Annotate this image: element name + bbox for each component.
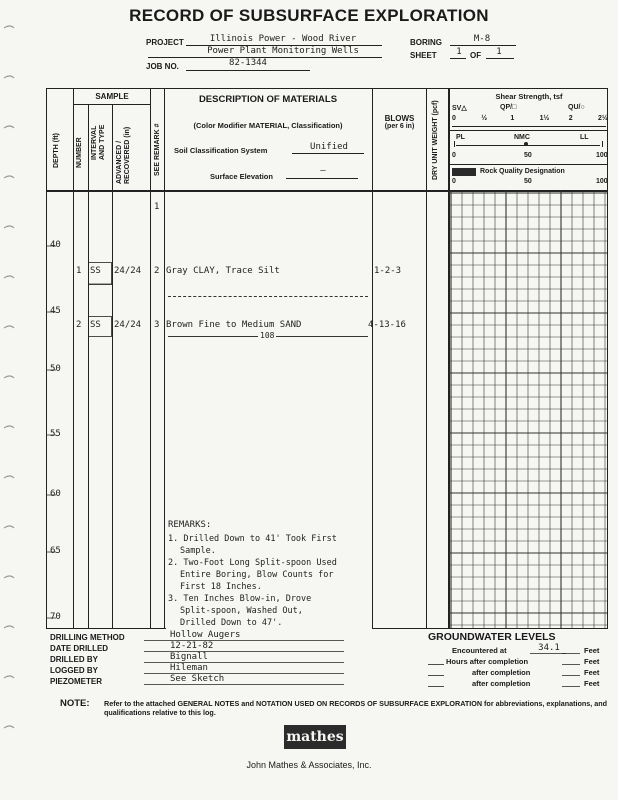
- depth-tick-label: 70: [50, 612, 61, 622]
- boring-underline: [450, 45, 516, 46]
- col-line-number: [88, 104, 89, 629]
- encountered-label: Encountered at: [452, 646, 507, 655]
- shear-ticks: [452, 115, 606, 125]
- remarks-title: REMARKS:: [168, 520, 212, 530]
- ll-label: LL: [580, 134, 589, 141]
- remark-line: 3. Ten Inches Blow-in, Drove: [168, 594, 312, 604]
- sample-number: 1: [76, 266, 82, 276]
- col-line-advanced: [150, 88, 151, 629]
- sample-header: SAMPLE: [95, 92, 129, 101]
- rqd-label: Rock Quality Designation: [480, 168, 565, 175]
- remark-line: 1. Drilled Down to 41' Took First: [168, 534, 337, 544]
- moisture-tick-label: 50: [524, 152, 532, 159]
- sample-2-interval-box: [88, 316, 150, 340]
- shear-title: Shear Strength, tsf: [495, 92, 563, 101]
- feet-label: Feet: [584, 646, 600, 655]
- soil-system-value: Unified: [310, 142, 348, 152]
- shear-tick-label: 0: [452, 115, 456, 122]
- sample-interval: SS: [90, 320, 101, 330]
- sample-divider: [73, 104, 150, 105]
- moisture-tick-label: 100: [596, 152, 608, 159]
- piezometer-label: PIEZOMETER: [50, 677, 103, 686]
- sample-advanced: 24/24: [114, 320, 142, 330]
- soil-system-label: Soil Classification System: [174, 146, 268, 155]
- project-label: PROJECT: [146, 38, 184, 47]
- remark-line: First 18 Inches.: [180, 582, 262, 592]
- groundwater-title: GROUNDWATER LEVELS: [428, 631, 556, 643]
- number-header: NUMBER: [76, 137, 83, 168]
- moisture-tick-label: 0: [452, 152, 456, 159]
- remark-line: Entire Boring, Blow Counts for: [180, 570, 334, 580]
- binding-marks: [0, 0, 30, 800]
- depth-tick-label: 60: [50, 489, 61, 499]
- job-underline: [186, 70, 310, 71]
- qp-label: QP/□: [500, 104, 517, 111]
- description-header: DESCRIPTION OF MATERIALS: [198, 94, 338, 105]
- rqd-legend-swatch: [452, 168, 476, 176]
- company-logo: mathes: [284, 725, 346, 749]
- sheet-label: SHEET: [410, 51, 437, 60]
- rqd-tick-label: 100: [596, 178, 608, 185]
- sample-remark: 2: [154, 266, 160, 276]
- sample-description: Brown Fine to Medium SAND: [166, 320, 302, 330]
- moisture-symbols: [452, 142, 604, 148]
- drilling-method-label: DRILLING METHOD: [50, 633, 125, 642]
- rqd-tick-label: 50: [524, 178, 532, 185]
- moisture-divider: [449, 164, 608, 165]
- depth-tick-marks: [46, 190, 74, 628]
- boring-number: M-8: [473, 34, 491, 44]
- after-completion-label: after completion: [472, 679, 531, 688]
- after-completion-label: after completion: [472, 668, 531, 677]
- date-drilled: 12-21-82: [170, 641, 214, 651]
- surface-elev-underline: [286, 178, 358, 179]
- boring-label: BORING: [410, 38, 442, 47]
- shear-tick-label: 1½: [539, 115, 550, 122]
- note-text: Refer to the attached GENERAL NOTES and NOTATION USED ON RECORDS OF SUBSURFACE EXPLORATION for abbreviations, explanations, and qualifications relative to this log.: [104, 699, 608, 717]
- sample-1-interval-box: [88, 262, 150, 306]
- piezometer: See Sketch: [170, 674, 225, 684]
- project-line2: Power Plant Monitoring Wells: [207, 46, 359, 56]
- note-label: NOTE:: [60, 698, 90, 709]
- sample-blows: 4-13-16: [368, 320, 406, 330]
- sheet-underline: [450, 58, 466, 59]
- sample-interval: SS: [90, 266, 101, 276]
- footer-underlines: [144, 640, 344, 692]
- col-line-interval: [112, 104, 113, 629]
- depth-tick-label: 65: [50, 546, 61, 556]
- blows-subheader: (per 6 in): [384, 123, 415, 130]
- depth-tick-label: 50: [50, 364, 61, 374]
- feet-label: Feet: [584, 657, 600, 666]
- remark-line: Drilled Down to 47'.: [180, 618, 283, 628]
- drilling-method: Hollow Augers: [170, 630, 241, 640]
- stratum-boundary: [168, 296, 368, 297]
- drilled-by: Bignall: [170, 652, 208, 662]
- encountered-value: 34.1: [538, 643, 560, 653]
- remark-1-marker: 1: [154, 202, 160, 212]
- depth-tick-label: 40: [50, 240, 61, 250]
- plot-grid: [449, 191, 607, 628]
- of-label: OF: [470, 51, 482, 60]
- nmc-label: NMC: [514, 134, 530, 141]
- sample-advanced: 24/24: [114, 266, 142, 276]
- see-remark-header: SEE REMARK #: [154, 123, 161, 176]
- col-line-blows: [426, 88, 427, 629]
- logged-by: Hileman: [170, 663, 208, 673]
- surface-elev-label: Surface Elevation: [210, 172, 273, 181]
- pl-label: PL: [456, 134, 465, 141]
- soil-system-underline: [292, 153, 364, 154]
- logged-by-label: LOGGED BY: [50, 666, 99, 675]
- rqd-tick-label: 0: [452, 178, 456, 185]
- remarks-list: [168, 533, 374, 629]
- shear-tick-label: 2: [568, 115, 573, 122]
- sheet-number: 1: [456, 47, 462, 57]
- depth-tick-label: 45: [50, 306, 61, 316]
- shear-divider: [449, 130, 608, 131]
- job-label: JOB NO.: [146, 62, 179, 71]
- hours-after-label: Hours after completion: [446, 657, 529, 666]
- feet-label: Feet: [584, 668, 600, 677]
- sample-blows: 1-2-3: [374, 266, 402, 276]
- advanced-header: ADVANCED / RECOVERED (in): [116, 126, 131, 184]
- blows-header: BLOWS: [384, 114, 415, 123]
- interval-header: INTERVAL AND TYPE: [91, 124, 106, 160]
- sv-label: SV△: [452, 105, 467, 112]
- date-drilled-label: DATE DRILLED: [50, 644, 109, 653]
- remark-line: Split-spoon, Washed Out,: [180, 606, 303, 616]
- sample-description: Gray CLAY, Trace Silt: [166, 266, 280, 276]
- page-title: RECORD OF SUBSURFACE EXPLORATION: [129, 6, 489, 25]
- sample-number: 2: [76, 320, 82, 330]
- drilled-by-label: DRILLED BY: [50, 655, 98, 664]
- depth-tick-label: 55: [50, 429, 61, 439]
- shear-tick-label: 2½: [598, 115, 608, 122]
- end-depth: 108: [260, 331, 275, 340]
- surface-elev-value: —: [320, 166, 326, 176]
- sheet-total-underline: [486, 58, 514, 59]
- dry-unit-header: DRY UNIT WEIGHT (pcf): [432, 100, 439, 180]
- job-number: 82-1344: [229, 58, 267, 68]
- description-subheader: (Color Modifier MATERIAL, Classification): [193, 121, 343, 130]
- project-line1: Illinois Power - Wood River: [209, 34, 357, 44]
- qu-label: QU/○: [568, 104, 585, 111]
- remark-line: Sample.: [180, 546, 216, 556]
- company-name: John Mathes & Associates, Inc.: [246, 760, 372, 770]
- moisture-ticks: [452, 152, 608, 162]
- feet-label: Feet: [584, 679, 600, 688]
- col-line-remark: [164, 88, 165, 629]
- remark-line: 2. Two-Foot Long Split-spoon Used: [168, 558, 337, 568]
- groundwater-underlines: [426, 644, 608, 692]
- shear-axis: [452, 126, 606, 127]
- shear-tick-label: 1: [510, 115, 515, 122]
- rqd-ticks: [452, 178, 608, 188]
- shear-tick-label: ½: [481, 115, 488, 122]
- sheet-total: 1: [496, 47, 502, 57]
- depth-header: DEPTH (ft): [53, 133, 60, 168]
- sample-remark: 3: [154, 320, 160, 330]
